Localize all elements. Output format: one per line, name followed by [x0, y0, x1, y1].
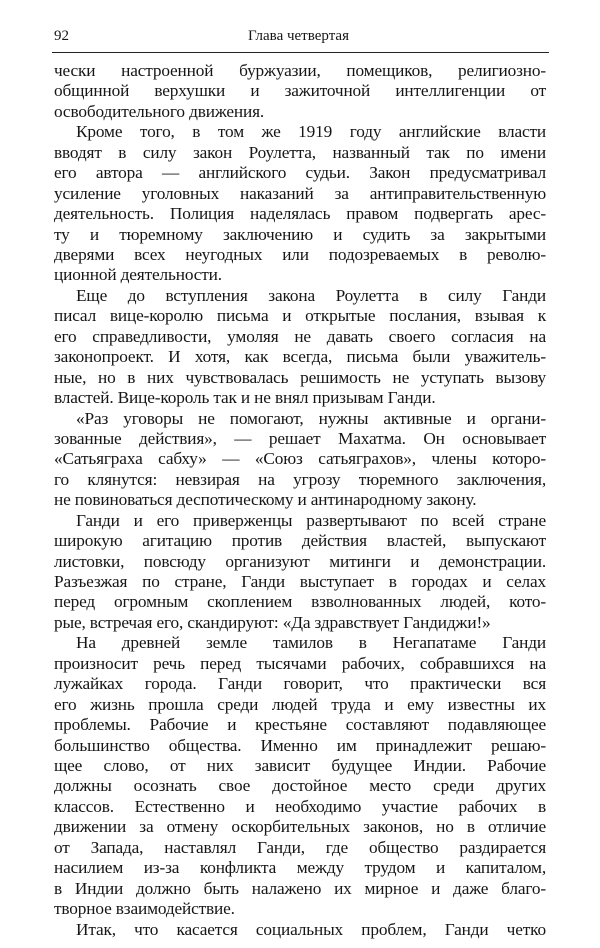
- text-line: го клянутся: невзирая на угрозу тюремного заключения,: [54, 469, 546, 489]
- text-line: от Запада, наставлял Ганди, где общество раздирается: [54, 837, 546, 857]
- text-line: законопроект. И хотя, как всегда, письма были уважитель-: [54, 347, 546, 367]
- text-line: вводят в силу закон Роулетта, названный так по имени: [54, 142, 546, 162]
- text-line: ту и тюремному заключению и судить за закрытыми: [54, 224, 546, 244]
- text-line: в Индии должно быть налажено их мирное и даже благо-: [54, 878, 546, 898]
- text-line: произносит речь перед тысячами рабочих, собравшихся на: [54, 653, 546, 673]
- text-line: ные, но в них чувствовалась решимость не уступать вызову: [54, 367, 546, 387]
- text-line: должны осознать свое достойное место среди других: [54, 776, 546, 796]
- text-line: не повиноваться деспотическому и антинародному закону.: [54, 490, 477, 510]
- text-line: широкую агитацию против действия властей, выпускают: [54, 531, 546, 551]
- text-line: лужайках города. Ганди говорит, что практически вся: [54, 674, 546, 694]
- text-line: «Сатьяграха сабху» — «Союз сатьяграхов», члены которо-: [54, 449, 546, 469]
- text-line: «Раз уговоры не помогают, нужны активные и органи-: [76, 408, 546, 428]
- text-line: Ганди и его приверженцы развертывают по всей стране: [76, 510, 546, 530]
- page-header: [0, 28, 600, 50]
- text-line: его автора — английского судьи. Закон предусматривал: [54, 163, 546, 183]
- text-line: перед огромным скоплением взволнованных людей, кото-: [54, 592, 546, 612]
- text-line: рые, встречая его, скандируют: «Да здравствует Гандиджи!»: [54, 612, 491, 632]
- text-line: его жизнь прошла среди людей труда и ему известны их: [54, 694, 546, 714]
- text-line: Итак, что касается социальных проблем, Ганди четко: [76, 919, 546, 939]
- text-line: дверями всех неугодных или подозреваемых в револю-: [54, 244, 546, 264]
- text-line: На древней земле тамилов в Негапатаме Ганди: [76, 633, 546, 653]
- text-line: большинство общества. Именно им принадлежит решаю-: [54, 735, 546, 755]
- text-line: щее слово, от них зависит будущее Индии. Рабочие: [54, 756, 546, 776]
- text-line: Разъезжая по стране, Ганди выступает в городах и селах: [54, 572, 546, 592]
- text-line: общинной верхушки и зажиточной интеллигенции от: [54, 81, 546, 101]
- text-line: усиление уголовных наказаний за антиправительственную: [54, 183, 546, 203]
- header-rule: [52, 52, 549, 53]
- text-line: зованные действия», — решает Махатма. Он основывает: [54, 428, 546, 448]
- text-line: классов. Естественно и необходимо участие рабочих в: [54, 796, 546, 816]
- text-line: писал вице-королю письма и открытые послания, взывая к: [54, 306, 546, 326]
- running-head: Глава четвертая: [248, 28, 349, 44]
- text-line: движении за отмену оскорбительных законов, но в отличие: [54, 817, 546, 837]
- text-line: властей. Вице-король так и не внял призывам Ганди.: [54, 388, 436, 408]
- text-line: листовки, повсюду организуют митинги и демонстрации.: [54, 551, 546, 571]
- text-line: проблемы. Рабочие и крестьяне составляют подавляющее: [54, 715, 546, 735]
- text-line: освободительного движения.: [54, 101, 265, 121]
- text-line: чески настроенной буржуазии, помещиков, религиозно-: [54, 61, 546, 80]
- text-line: Кроме того, в том же 1919 году английские власти: [76, 122, 546, 142]
- text-line: насилием из-за конфликта между трудом и капиталом,: [54, 858, 546, 878]
- text-line: Еще до вступления закона Роулетта в силу Ганди: [76, 285, 546, 305]
- page-number: 92: [54, 28, 69, 44]
- text-line: его справедливости, умоляя не давать своего согласия на: [54, 326, 546, 346]
- text-line: ционной деятельности.: [54, 265, 222, 285]
- text-line: деятельность. Полиция наделялась правом подвергать арес-: [54, 204, 546, 224]
- text-line: творное взаимодействие.: [54, 899, 235, 919]
